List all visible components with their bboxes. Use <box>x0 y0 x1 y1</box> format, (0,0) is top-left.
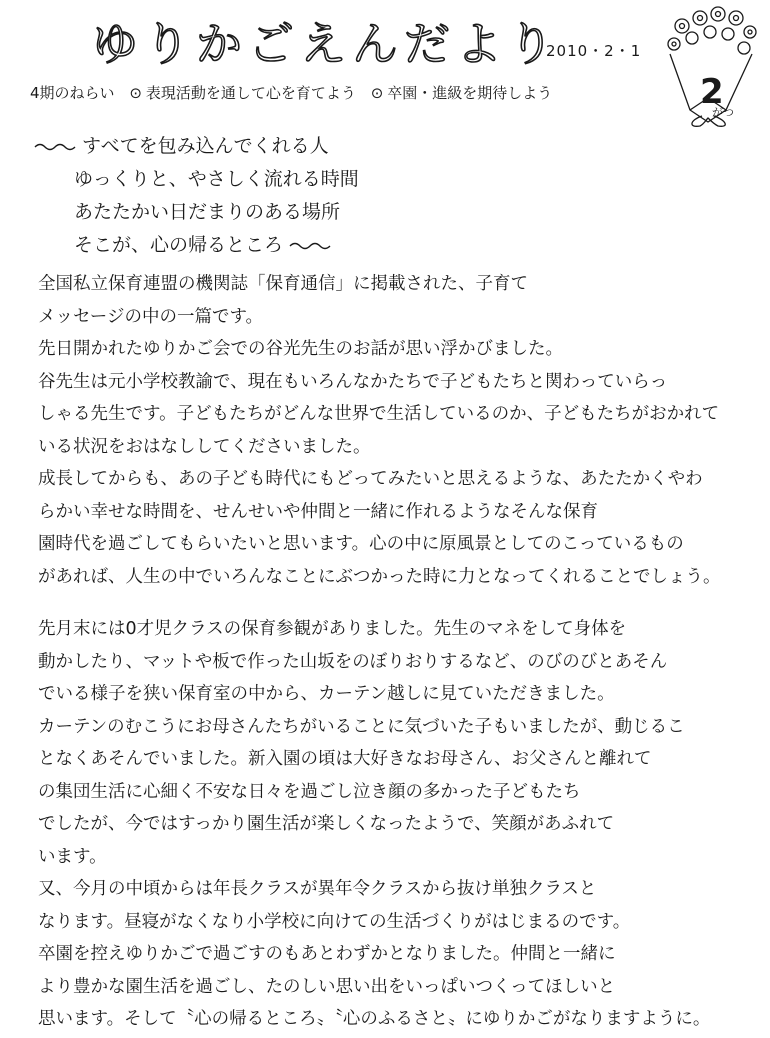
text-line: います。 <box>38 846 107 867</box>
paragraph-2 <box>38 463 750 593</box>
text-line: メッセージの中の一篇です。 <box>38 306 264 327</box>
text-line: 思います。そして〝心の帰るところ〟〝心のふるさと〟にゆりかごがなりますように。 <box>38 1009 711 1029</box>
aims-label: 4期のねらい <box>30 84 115 102</box>
month-number: 2 <box>700 72 724 112</box>
text-line: いる状況をおはなししてくださいました。 <box>38 436 371 457</box>
paragraph-3 <box>38 613 750 1036</box>
issue-date: 2010・2・1 <box>546 42 642 60</box>
term-aims <box>30 82 690 103</box>
poem-line <box>34 229 494 262</box>
aim-mark-icon: ⊙ <box>129 84 142 102</box>
text-line: より豊かな園生活を過ごし、たのしい思い出をいっぱいつくってほしいと <box>38 976 616 997</box>
text-line: となくあそんでいました。新入園の頃は大好きなお母さん、お父さんと離れて <box>38 749 652 769</box>
month-label: がつ <box>712 106 734 119</box>
text-line: 先日開かれたゆりかご会での谷光先生のお話が思い浮かびました。 <box>38 339 563 359</box>
text-line: 先月末には0才児クラスの保育参観がありました。先生のマネをして身体を <box>38 619 627 639</box>
text-line: 動かしたり、マットや板で作った山坂をのぼりおりするなど、のびのびとあそん <box>38 651 668 672</box>
wavy-line-icon <box>34 141 76 153</box>
newsletter-body <box>38 268 750 1036</box>
text-line: 又、今月の中頃からは年長クラスが異年令クラスから抜け単独クラスと <box>38 879 597 899</box>
paragraph-1 <box>38 268 750 463</box>
paragraph-gap <box>38 593 750 613</box>
poem-line: ゆっくりと、やさしく流れる時間 <box>74 168 359 190</box>
text-line: 卒園を控えゆりかごで過ごすのもあとわずかとなりました。仲間と一緒に <box>38 944 616 964</box>
text-line: らかい幸せな時間を、せんせいや仲間と一緒に作れるようなそんな保育 <box>38 501 598 522</box>
aim-2: 卒園・進級を期待しよう <box>387 84 553 102</box>
text-line: しゃる先生です。子どもたちがどんな世界で生活しているのか、子どもたちがおかれて <box>38 404 720 424</box>
poem-text: そこが、心の帰るところ <box>74 234 284 256</box>
wavy-line-icon <box>289 240 331 252</box>
text-line: 園時代を過ごしてもらいたいと思います。心の中に原風景としてのこっているもの <box>38 534 684 554</box>
poem <box>34 130 494 262</box>
text-line: なります。昼寝がなくなり小学校に向けての生活づくりがはじまるのです。 <box>38 911 631 932</box>
text-line: 全国私立保育連盟の機関誌「保育通信」に掲載された、子育て <box>38 274 528 294</box>
text-line: でしたが、今ではすっかり園生活が楽しくなったようで、笑顔があふれて <box>38 814 615 834</box>
text-line: でいる様子を狭い保育室の中から、カーテン越しに見ていただきました。 <box>38 684 615 704</box>
aim-mark-icon: ⊙ <box>370 84 384 102</box>
poem-line: あたたかい日だまりのある場所 <box>74 201 341 223</box>
poem-line <box>34 130 494 163</box>
text-line: 成長してからも、あの子ども時代にもどってみたいと思えるような、あたたかくやわ <box>38 469 703 489</box>
text-line: があれば、人生の中でいろんなことにぶつかった時に力となってくれることでしょう。 <box>38 566 721 587</box>
text-line: 谷先生は元小学校教諭で、現在もいろんなかたちで子どもたちと関わっていらっ <box>38 371 668 392</box>
aim-1: 表現活動を通して心を育てよう <box>145 84 356 102</box>
text-line: カーテンのむこうにお母さんたちがいることに気づいた子もいましたが、動じるこ <box>38 716 685 737</box>
newsletter-title: ゆりかごえんだより <box>92 17 560 71</box>
text-line: の集団生活に心細く不安な日々を過ごし泣き顔の多かった子どもたち <box>38 781 581 802</box>
poem-text: すべてを包み込んでくれる人 <box>82 135 329 157</box>
